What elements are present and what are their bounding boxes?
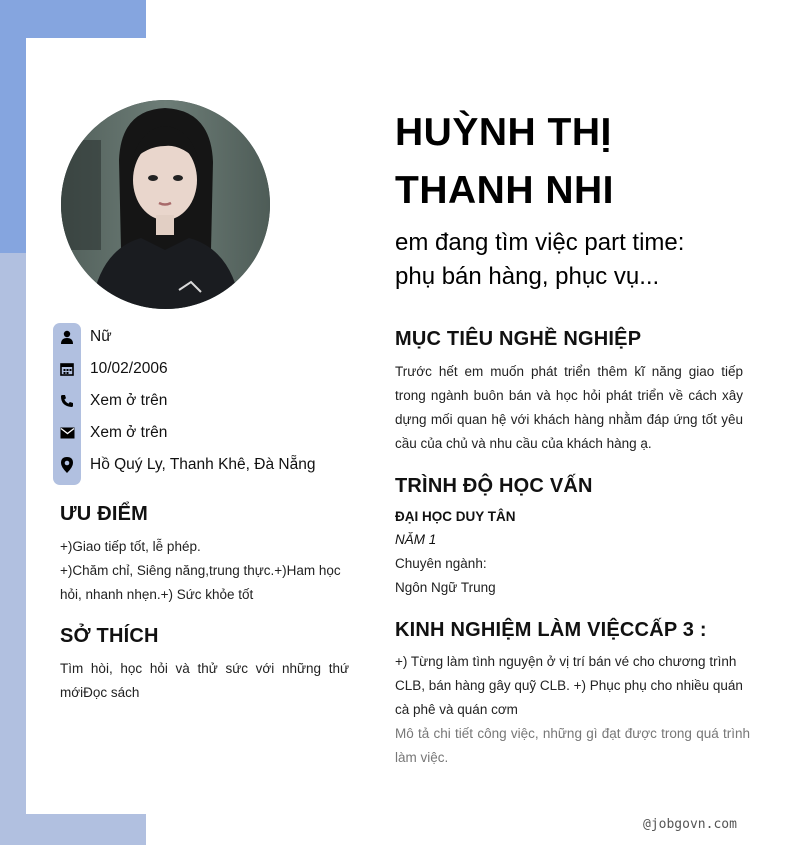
strengths-text	[60, 535, 360, 607]
address-text: Hồ Quý Ly, Thanh Khê, Đà Nẵng	[90, 456, 316, 473]
watermark: @jobgovn.com	[643, 817, 737, 832]
contact-gender	[53, 321, 112, 353]
contact-email	[53, 417, 167, 449]
location-icon	[53, 449, 81, 481]
profile-photo	[61, 100, 270, 309]
candidate-name	[395, 104, 755, 220]
contact-birthdate	[53, 353, 168, 385]
mail-icon	[53, 417, 81, 449]
subtitle-line: em đang tìm việc part time:	[395, 229, 685, 256]
experience-text: +) Từng làm tình nguyện ở vị trí bán vé cho chương trình CLB, bán hàng gây quỹ CLB. +) Phục phụ cho nhiều quán cà phê và quán cơm	[395, 654, 743, 717]
user-icon	[53, 321, 81, 353]
subtitle-line: phụ bán hàng, phục vụ...	[395, 263, 660, 290]
strengths-title: ƯU ĐIỂM	[60, 503, 148, 525]
hobbies-text: Tìm hòi, học hỏi và thử sức với những thứ mớiĐọc sách	[60, 661, 349, 700]
objective-text: Trước hết em muốn phát triển thêm kĩ năng giao tiếp trong ngành buôn bán và học hỏi phát triển về cách xây dựng mối quan hệ với khách hàng nhằm đáp ứng tốt yêu cầu của chủ và nhu cầu của khách hàng ạ.	[395, 364, 743, 451]
education-major: Ngôn Ngữ Trung	[395, 580, 496, 595]
contact-phone	[53, 385, 167, 417]
objective-title: MỤC TIÊU NGHỀ NGHIỆP	[395, 328, 642, 350]
job-subtitle	[395, 226, 755, 294]
birthdate-text: 10/02/2006	[90, 360, 168, 377]
strengths-line: hỏi, nhanh nhẹn.+) Sức khỏe tốt	[60, 587, 254, 602]
strengths-line: +)Giao tiếp tốt, lễ phép.	[60, 539, 201, 554]
education-title: TRÌNH ĐỘ HỌC VẤN	[395, 475, 593, 497]
contact-address	[53, 449, 315, 481]
education-school: ĐẠI HỌC DUY TÂN	[395, 509, 516, 524]
calendar-icon	[53, 353, 81, 385]
experience-description: Mô tả chi tiết công việc, những gì đạt được trong quá trình làm việc.	[395, 726, 750, 765]
experience-title: KINH NGHIỆM LÀM VIỆCCẤP 3 :	[395, 619, 707, 641]
name-line: THANH NHI	[395, 169, 614, 212]
name-line: HUỲNH THỊ	[395, 111, 612, 154]
education-major-label: Chuyên ngành:	[395, 556, 487, 571]
email-text: Xem ở trên	[90, 424, 168, 441]
education-year: NĂM 1	[395, 532, 437, 547]
phone-icon	[53, 385, 81, 417]
strengths-line: +)Chăm chỉ, Siêng năng,trung thực.+)Ham học	[60, 563, 341, 578]
hobbies-title: SỞ THÍCH	[60, 625, 159, 647]
phone-text: Xem ở trên	[90, 392, 168, 409]
gender-text: Nữ	[90, 328, 112, 345]
